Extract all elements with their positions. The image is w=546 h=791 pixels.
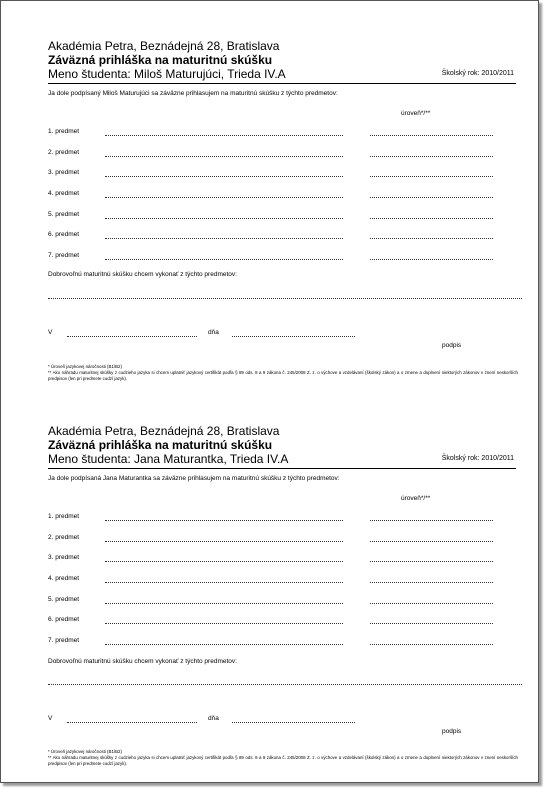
level-field[interactable] xyxy=(370,644,493,645)
subject-label: 2. predmet xyxy=(48,149,80,156)
subject-row xyxy=(48,534,516,544)
voluntary-text: Dobrovoľnú maturitnú skúšku chcem vykonať z týchto predmetov: xyxy=(48,271,237,278)
header-rule xyxy=(48,83,516,84)
subject-field[interactable] xyxy=(105,259,343,260)
intro-text: Ja dole podpísaná Jana Maturantka sa záväzne prihlasujem na maturitnú skúšku z týchto predmetov: xyxy=(48,475,340,482)
application-form xyxy=(48,39,518,381)
form-title: Záväzná prihláška na maturitnú skúšku xyxy=(48,438,273,452)
subject-row xyxy=(48,616,516,626)
date-field[interactable] xyxy=(232,722,355,723)
date-field[interactable] xyxy=(232,336,355,337)
footnote-certificate: ** Ako náhradu maturitnej skúšky z cudzieho jazyka si chcem uplatniť jazykový certifikát podľa § 89 ods. 8 a 9 zákona č. 245/2008 Z. z. o výchove a vzdelávaní (školský zákon) a o zmene a doplnení niektorých zákonov v znení neskorších predpisov (len pri predmete cudzí jazyk). xyxy=(48,755,518,766)
place-label: V xyxy=(48,329,53,336)
level-field[interactable] xyxy=(370,561,493,562)
school-year: Školský rok: 2010/2011 xyxy=(441,70,514,77)
student-name: Meno študenta: Miloš Maturujúci, Trieda IV.A xyxy=(48,67,286,81)
level-field[interactable] xyxy=(370,156,493,157)
subject-row xyxy=(48,128,516,138)
level-field[interactable] xyxy=(370,135,493,136)
place-field[interactable] xyxy=(67,336,197,337)
subject-label: 2. predmet xyxy=(48,534,80,541)
footnote-level: * Úroveň jazykovej náročnosti (B1/B2) xyxy=(48,364,122,369)
subject-field[interactable] xyxy=(105,623,343,624)
subject-row xyxy=(48,169,516,179)
subject-row xyxy=(48,149,516,159)
school-address: Akadémia Petra, Beznádejná 28, Bratislava xyxy=(48,39,280,53)
subject-row xyxy=(48,190,516,200)
voluntary-field[interactable] xyxy=(48,298,522,299)
student-line xyxy=(48,67,516,82)
header-rule xyxy=(48,468,516,469)
subject-row xyxy=(48,252,516,262)
subject-label: 4. predmet xyxy=(48,190,80,197)
place-date-line xyxy=(48,329,516,341)
subject-label: 3. predmet xyxy=(48,554,80,561)
subject-label: 4. predmet xyxy=(48,575,80,582)
school-address: Akadémia Petra, Beznádejná 28, Bratislava xyxy=(48,424,280,438)
subject-field[interactable] xyxy=(105,520,343,521)
subject-row xyxy=(48,554,516,564)
footnote-certificate: ** Ako náhradu maturitnej skúšky z cudzieho jazyka si chcem uplatniť jazykový certifikát podľa § 89 ods. 8 a 9 zákona č. 245/2008 Z. z. o výchove a vzdelávaní (školský zákon) a o zmene a doplnení niektorých zákonov v znení neskorších predpisov (len pri predmete cudzí jazyk). xyxy=(48,370,518,381)
subject-field[interactable] xyxy=(105,176,343,177)
subject-label: 6. predmet xyxy=(48,616,80,623)
level-field[interactable] xyxy=(370,623,493,624)
subject-row xyxy=(48,575,516,585)
subject-label: 6. predmet xyxy=(48,231,80,238)
student-name: Meno študenta: Jana Maturantka, Trieda IV.A xyxy=(48,452,289,466)
level-field[interactable] xyxy=(370,541,493,542)
subject-field[interactable] xyxy=(105,561,343,562)
subject-row xyxy=(48,211,516,221)
level-header: úroveň*/** xyxy=(401,495,431,502)
subject-label: 1. predmet xyxy=(48,513,80,520)
footnote-level: * Úroveň jazykovej náročnosti (B1/B2) xyxy=(48,749,122,754)
date-label: dňa xyxy=(208,715,219,722)
subject-field[interactable] xyxy=(105,218,343,219)
place-field[interactable] xyxy=(67,722,197,723)
subject-row xyxy=(48,596,516,606)
date-label: dňa xyxy=(208,329,219,336)
subject-field[interactable] xyxy=(105,197,343,198)
voluntary-text: Dobrovoľnú maturitnú skúšku chcem vykonať z týchto predmetov: xyxy=(48,658,237,665)
application-form xyxy=(48,424,518,766)
subject-label: 5. predmet xyxy=(48,596,80,603)
subject-field[interactable] xyxy=(105,644,343,645)
level-field[interactable] xyxy=(370,238,493,239)
place-date-line xyxy=(48,715,516,727)
level-field[interactable] xyxy=(370,176,493,177)
subject-label: 5. predmet xyxy=(48,211,80,218)
level-field[interactable] xyxy=(370,218,493,219)
subject-field[interactable] xyxy=(105,603,343,604)
form-title: Záväzná prihláška na maturitnú skúšku xyxy=(48,53,273,67)
subject-field[interactable] xyxy=(105,135,343,136)
intro-text: Ja dole podpísaný Miloš Maturujúci sa záväzne prihlasujem na maturitnú skúšku z týchto predmetov: xyxy=(48,90,338,97)
level-field[interactable] xyxy=(370,259,493,260)
subject-label: 1. predmet xyxy=(48,128,80,135)
level-field[interactable] xyxy=(370,603,493,604)
signature-label: podpis xyxy=(442,342,462,349)
level-field[interactable] xyxy=(370,197,493,198)
subject-row xyxy=(48,513,516,523)
school-year: Školský rok: 2010/2011 xyxy=(441,455,514,462)
subject-field[interactable] xyxy=(105,582,343,583)
level-field[interactable] xyxy=(370,582,493,583)
subject-label: 7. predmet xyxy=(48,637,80,644)
subject-label: 7. predmet xyxy=(48,252,80,259)
level-field[interactable] xyxy=(370,520,493,521)
subject-label: 3. predmet xyxy=(48,169,80,176)
signature-label: podpis xyxy=(442,728,462,735)
voluntary-field[interactable] xyxy=(48,684,522,685)
subject-field[interactable] xyxy=(105,541,343,542)
subject-field[interactable] xyxy=(105,238,343,239)
place-label: V xyxy=(48,715,53,722)
subject-row xyxy=(48,637,516,647)
level-header: úroveň*/** xyxy=(401,110,431,117)
subject-row xyxy=(48,231,516,241)
student-line xyxy=(48,452,516,467)
subject-field[interactable] xyxy=(105,156,343,157)
